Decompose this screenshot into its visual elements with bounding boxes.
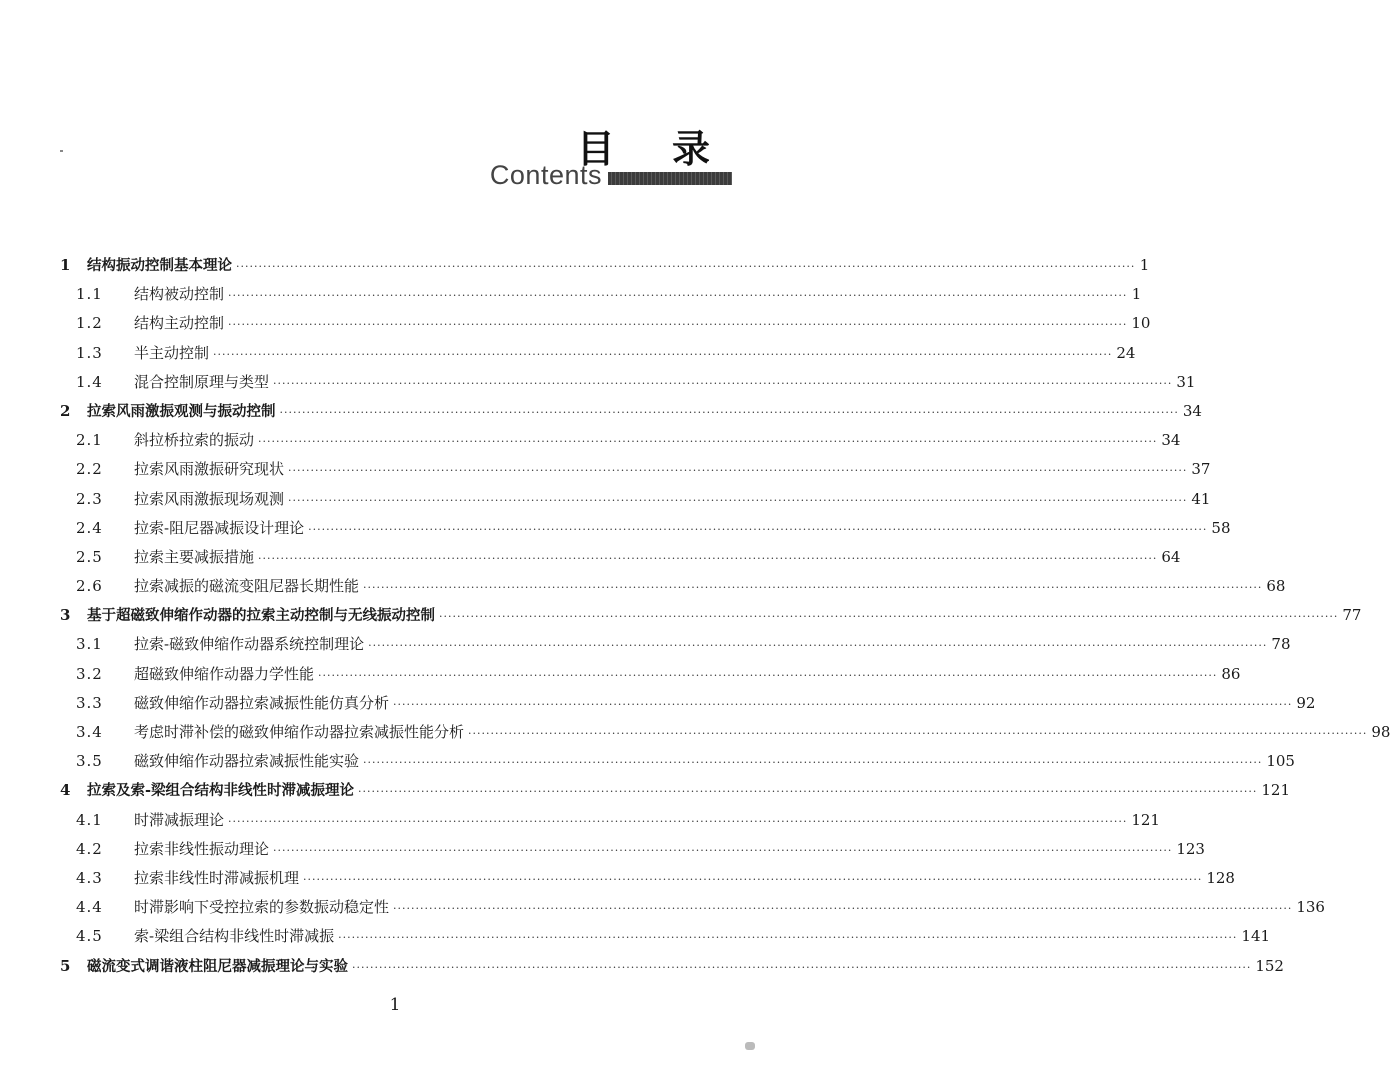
toc-chapter-entry[interactable] xyxy=(60,952,1284,981)
toc-leader-dots: ········································································································································································································ xyxy=(318,668,1218,682)
toc-entry-title: 考虑时滞补偿的磁致伸缩作动器拉索减振性能分析 xyxy=(134,723,465,741)
scan-speck xyxy=(745,1042,755,1050)
toc-entry-page: 68 xyxy=(1266,577,1286,596)
toc-entry-page: 98 xyxy=(1371,723,1390,741)
toc-entry-page: 34 xyxy=(1182,401,1202,420)
toc-leader-dots: ········································································································································································································ xyxy=(273,843,1173,857)
toc-entry-page: 24 xyxy=(1116,343,1136,362)
toc-leader-dots: ········································································································································································································ xyxy=(468,727,1368,740)
toc-leader-dots: ········································································································································································································ xyxy=(213,347,1113,361)
toc-entry-number: 2.1 xyxy=(76,431,103,450)
toc-section-entry[interactable] xyxy=(60,747,1295,776)
toc-entry-title: 基于超磁致伸缩作动器的拉索主动控制与无线振动控制 xyxy=(87,608,435,625)
toc-entry-number: 3.3 xyxy=(76,693,103,712)
toc-entry-page: 31 xyxy=(1176,372,1196,391)
toc-entry-page: 78 xyxy=(1271,635,1291,654)
toc-entry-page: 121 xyxy=(1131,810,1160,829)
toc-entry-title: 拉索风雨激振观测与振动控制 xyxy=(87,403,276,420)
toc-leader-dots: ········································································································································································································ xyxy=(338,931,1238,945)
toc-entry-number: 2.6 xyxy=(76,577,103,596)
toc-entry-page: 64 xyxy=(1161,547,1181,566)
toc-entry-number: 2.3 xyxy=(76,489,103,508)
toc-section-entry[interactable] xyxy=(60,485,1211,514)
page-subtitle: Contents xyxy=(489,160,602,190)
toc-entry-title: 拉索非线性振动理论 xyxy=(134,839,270,858)
toc-section-entry[interactable] xyxy=(60,280,1142,309)
toc-leader-dots: ········································································································································································································ xyxy=(228,814,1128,828)
toc-leader-dots: ········································································································································································································ xyxy=(258,435,1158,449)
toc-entry-number: 1 xyxy=(60,256,71,274)
toc-section-entry[interactable] xyxy=(60,543,1181,572)
toc-section-entry[interactable] xyxy=(60,835,1205,864)
scan-speck xyxy=(60,150,63,152)
toc-entry-title: 拉索非线性时滞减振机理 xyxy=(134,868,300,887)
toc-entry-number: 3.5 xyxy=(76,752,103,771)
toc-leader-dots: ········································································································································································································ xyxy=(363,756,1263,770)
page-number: 1 xyxy=(389,995,401,1015)
toc-entry-page: 128 xyxy=(1206,868,1235,887)
toc-entry-title: 磁致伸缩作动器拉索减振性能实验 xyxy=(134,752,360,771)
toc-leader-dots: ········································································································································································································ xyxy=(273,376,1173,390)
toc-entry-number: 3.4 xyxy=(76,723,103,741)
toc-entry-number: 4.5 xyxy=(76,927,103,946)
toc-entry-title: 结构主动控制 xyxy=(134,314,225,333)
toc-entry-page: 1 xyxy=(1131,285,1142,304)
toc-entry-title: 时滞影响下受控拉索的参数振动稳定性 xyxy=(134,898,390,917)
toc-leader-dots: ········································································································································································································ xyxy=(393,902,1293,916)
toc-entry-title: 时滞减振理论 xyxy=(134,810,225,829)
toc-leader-dots: ········································································································································································································ xyxy=(358,785,1258,799)
subtitle-row xyxy=(490,160,732,191)
toc-entry-title: 拉索主要减振措施 xyxy=(134,547,255,566)
toc-entry-page: 92 xyxy=(1296,693,1316,712)
toc-section-entry[interactable] xyxy=(60,368,1196,397)
toc-section-entry[interactable] xyxy=(60,864,1235,893)
toc-entry-title: 拉索及索-梁组合结构非线性时滞减振理论 xyxy=(87,783,355,800)
toc-leader-dots: ········································································································································································································ xyxy=(308,522,1208,536)
toc-leader-dots: ········································································································································································································ xyxy=(288,464,1188,478)
toc-chapter-entry[interactable] xyxy=(60,776,1290,805)
toc-entry-number: 5 xyxy=(60,956,71,975)
toc-leader-dots: ········································································································································································································ xyxy=(352,960,1252,974)
toc-leader-dots: ········································································································································································································ xyxy=(279,405,1179,419)
toc-entry-number: 4.4 xyxy=(76,898,103,917)
toc-entry-title: 超磁致伸缩作动器力学性能 xyxy=(134,664,315,683)
toc-entry-title: 拉索风雨激振研究现状 xyxy=(134,460,285,479)
toc-leader-dots: ········································································································································································································ xyxy=(368,639,1268,653)
toc-entry-page: 123 xyxy=(1176,839,1205,858)
toc-entry-title: 拉索减振的磁流变阻尼器长期性能 xyxy=(134,577,360,596)
toc-entry-page: 34 xyxy=(1161,431,1181,450)
toc-entry-number: 1.4 xyxy=(76,372,103,391)
toc-entry-title: 磁流变式调谐液柱阻尼器减振理论与实验 xyxy=(87,958,348,975)
toc-entry-page: 105 xyxy=(1266,752,1295,771)
page-title: 目 录 xyxy=(576,127,732,171)
toc-entry-number: 2.4 xyxy=(76,518,103,537)
toc-entry-title: 索-梁组合结构非线性时滞减振 xyxy=(134,927,335,946)
toc-entry-number: 1.1 xyxy=(76,285,103,304)
toc-section-entry[interactable] xyxy=(60,309,1151,338)
decorative-bar xyxy=(608,172,732,185)
toc-entry-number: 1.3 xyxy=(76,343,103,362)
toc-entry-page: 152 xyxy=(1255,956,1284,975)
toc-entry-page: 121 xyxy=(1261,781,1290,800)
toc-section-entry[interactable] xyxy=(60,689,1316,718)
toc-entry-page: 86 xyxy=(1221,664,1241,683)
toc-chapter-entry[interactable] xyxy=(60,251,1150,280)
toc-chapter-entry[interactable] xyxy=(60,397,1202,426)
toc-section-entry[interactable] xyxy=(60,893,1325,922)
toc-entry-title: 拉索-阻尼器减振设计理论 xyxy=(134,518,305,537)
toc-entry-number: 2.5 xyxy=(76,547,103,566)
toc-leader-dots: ········································································································································································································ xyxy=(439,610,1339,624)
toc-entry-number: 3.1 xyxy=(76,635,103,654)
toc-entry-title: 斜拉桥拉索的振动 xyxy=(134,431,255,450)
toc-entry-page: 141 xyxy=(1241,927,1271,946)
toc-section-entry[interactable] xyxy=(60,455,1211,484)
toc-entry-title: 磁致伸缩作动器拉索减振性能仿真分析 xyxy=(134,693,390,712)
toc-entry-number: 4.2 xyxy=(76,839,103,858)
toc-section-entry[interactable] xyxy=(60,514,1231,543)
toc-entry-page: 136 xyxy=(1296,898,1325,917)
toc-entry-title: 拉索风雨激振现场观测 xyxy=(134,489,285,508)
toc-entry-page: 41 xyxy=(1191,489,1211,508)
toc-entry-page: 1 xyxy=(1139,256,1150,274)
toc-chapter-entry[interactable] xyxy=(60,601,1362,630)
toc-entry-number: 3 xyxy=(60,606,71,625)
toc-section-entry[interactable] xyxy=(60,339,1136,368)
toc-leader-dots: ········································································································································································································ xyxy=(363,581,1263,595)
toc-entry-page: 37 xyxy=(1191,460,1211,479)
toc-entry-page: 10 xyxy=(1131,314,1151,333)
toc-leader-dots: ········································································································································································································ xyxy=(228,318,1128,332)
toc-entry-page: 77 xyxy=(1342,606,1362,625)
toc-entry-title: 结构振动控制基本理论 xyxy=(87,258,232,274)
toc-entry-number: 4.1 xyxy=(76,810,103,829)
toc-section-entry[interactable] xyxy=(60,806,1160,835)
toc-entry-number: 4 xyxy=(60,781,71,800)
toc-leader-dots: ········································································································································································································ xyxy=(303,872,1203,886)
toc-entry-title: 半主动控制 xyxy=(134,343,210,362)
toc-leader-dots: ········································································································································································································ xyxy=(228,289,1128,303)
toc-section-entry[interactable] xyxy=(60,660,1241,689)
toc-entry-title: 结构被动控制 xyxy=(134,285,225,304)
toc-entry-title: 拉索-磁致伸缩作动器系统控制理论 xyxy=(134,635,365,654)
toc-leader-dots: ········································································································································································································ xyxy=(288,493,1188,507)
toc-entry-title: 混合控制原理与类型 xyxy=(134,372,270,391)
toc-entry-number: 3.2 xyxy=(76,664,103,683)
toc-entry-number: 1.2 xyxy=(76,314,103,333)
toc-entry-number: 2 xyxy=(60,401,71,420)
toc-leader-dots: ········································································································································································································ xyxy=(236,260,1136,273)
toc-leader-dots: ········································································································································································································ xyxy=(393,697,1293,711)
toc-entry-number: 2.2 xyxy=(76,460,103,479)
toc-entry-page: 58 xyxy=(1211,518,1231,537)
toc-list xyxy=(60,251,1390,981)
toc-section-entry[interactable] xyxy=(60,572,1286,601)
toc-section-entry[interactable] xyxy=(60,922,1271,951)
toc-entry-number: 4.3 xyxy=(76,868,103,887)
toc-leader-dots: ········································································································································································································ xyxy=(258,551,1158,565)
toc-section-entry[interactable] xyxy=(60,718,1390,747)
toc-section-entry[interactable] xyxy=(60,426,1181,455)
toc-section-entry[interactable] xyxy=(60,630,1291,659)
